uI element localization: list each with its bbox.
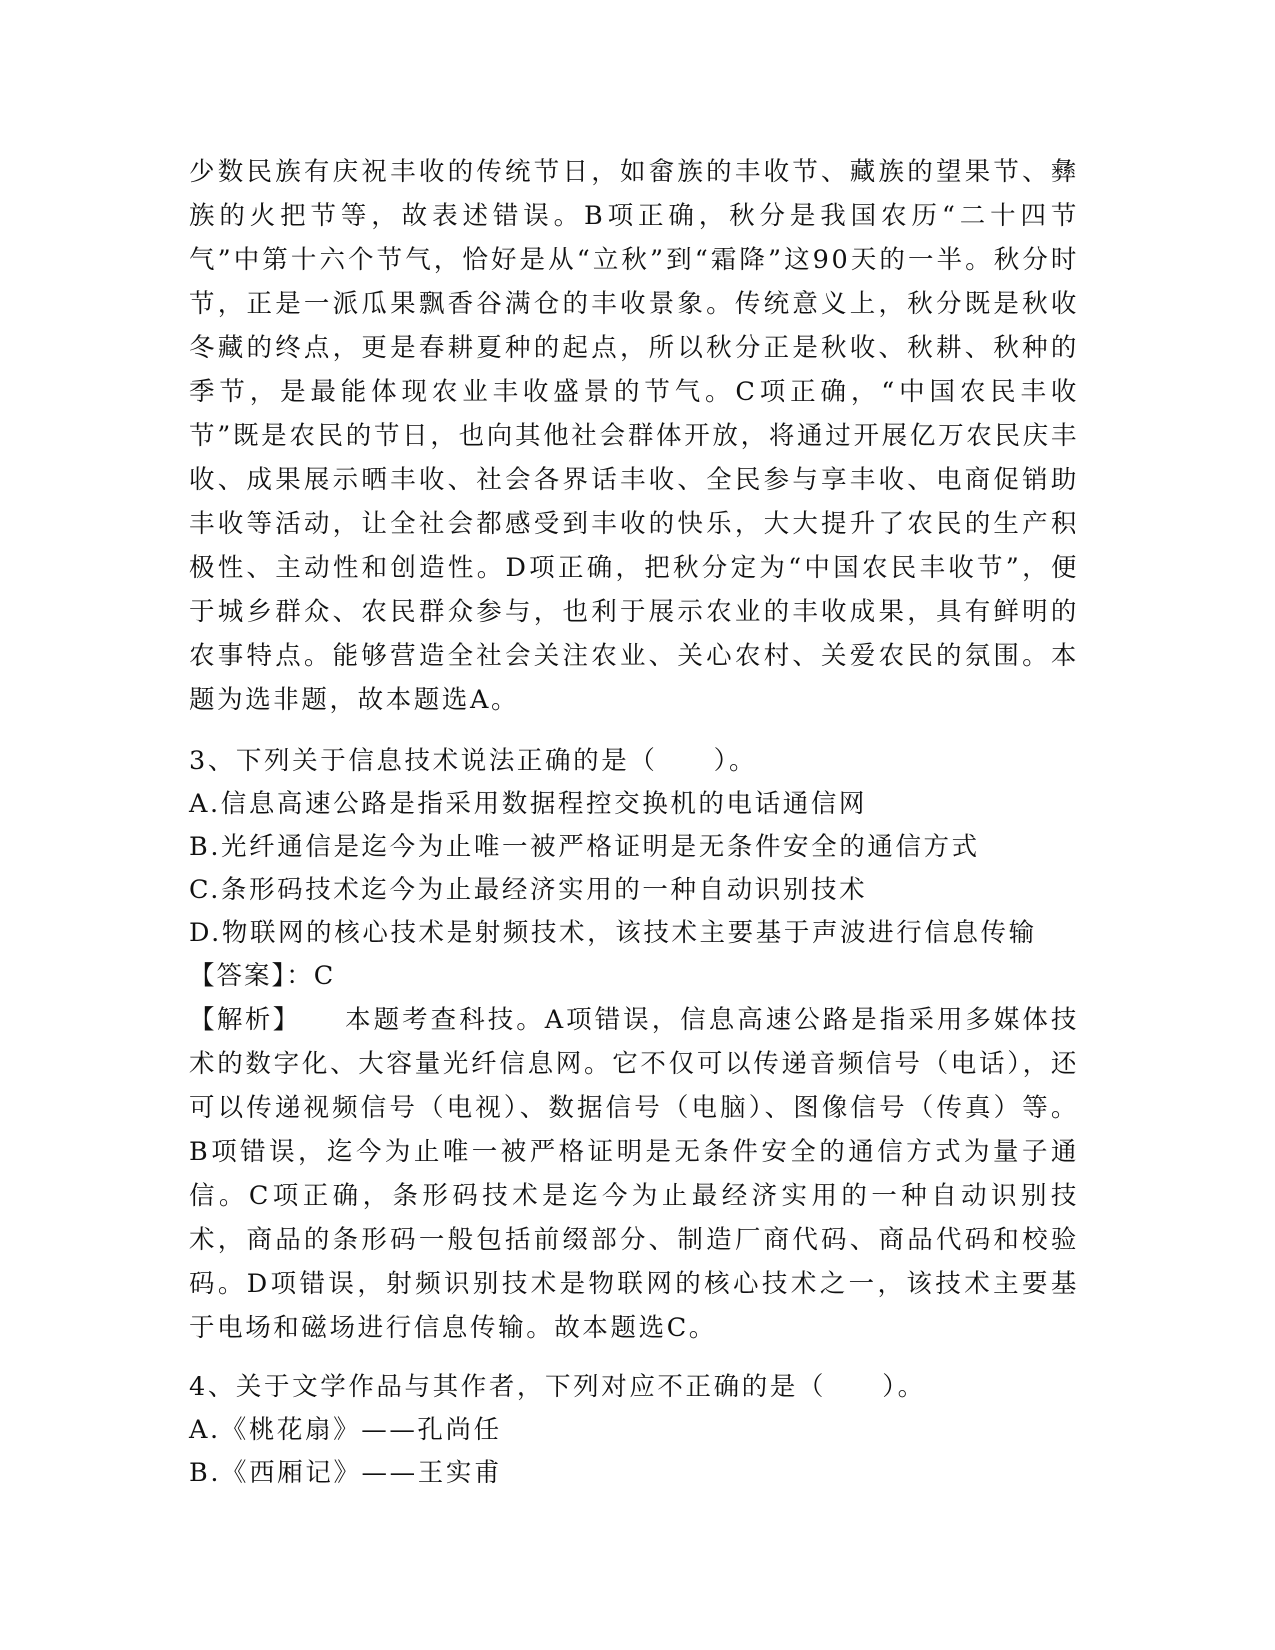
question-3-option-c: C.条形码技术迄今为止最经济实用的一种自动识别技术 — [189, 875, 868, 905]
question-4 — [189, 1366, 1079, 1495]
question-3 — [189, 740, 1079, 1350]
document-page — [189, 150, 1079, 1495]
answer-label: 【答案】： — [189, 961, 314, 991]
question-3-answer — [189, 955, 1079, 998]
question-3-analysis — [189, 998, 1079, 1350]
spacer — [189, 722, 1079, 740]
question-4-option-a: A.《桃花扇》——孔尚任 — [189, 1415, 502, 1445]
spacer — [189, 1350, 1079, 1366]
question-3-option-a: A.信息高速公路是指采用数据程控交换机的电话通信网 — [189, 789, 868, 819]
analysis-text: 本题考查科技。A项错误，信息高速公路是指采用多媒体技术的数字化、大容量光纤信息网。它不仅可以传递音频信号（电话），还可以传递视频信号（电视）、数据信号（电脑）、图像信号（传真）等。B项错误，迄今为止唯一被严格证明是无条件安全的通信方式为量子通信。C项正确，条形码技术是迄今为止最经济实用的一种自动识别技术，商品的条形码一般包括前缀部分、制造厂商代码、商品代码和校验码。D项错误，射频识别技术是物联网的核心技术之一，该技术主要基于电场和磁场进行信息传输。故本题选C。 — [189, 1005, 1079, 1343]
question-2-analysis-continued: 少数民族有庆祝丰收的传统节日，如畲族的丰收节、藏族的望果节、彝族的火把节等，故表述错误。B项正确，秋分是我国农历“二十四节气”中第十六个节气，恰好是从“立秋”到“霜降”这90天的一半。秋分时节，正是一派瓜果飘香谷满仓的丰收景象。传统意义上，秋分既是秋收冬藏的终点，更是春耕夏种的起点，所以秋分正是秋收、秋耕、秋种的季节，是最能体现农业丰收盛景的节气。C项正确，“中国农民丰收节”既是农民的节日，也向其他社会群体开放，将通过开展亿万农民庆丰收、成果展示晒丰收、社会各界话丰收、全民参与享丰收、电商促销助丰收等活动，让全社会都感受到丰收的快乐，大大提升了农民的生产积极性、主动性和创造性。D项正确，把秋分定为“中国农民丰收节”，便于城乡群众、农民群众参与，也利于展示农业的丰收成果，具有鲜明的农事特点。能够营造全社会关注农业、关心农村、关爱农民的氛围。本题为选非题，故本题选A。 — [189, 157, 1079, 715]
question-3-option-d: D.物联网的核心技术是射频技术，该技术主要基于声波进行信息传输 — [189, 918, 1037, 948]
analysis-label: 【解析】 — [189, 1005, 301, 1035]
question-3-stem: 3、下列关于信息技术说法正确的是（ ）。 — [189, 746, 758, 776]
answer-value: C — [313, 961, 336, 991]
question-4-option-b: B.《西厢记》——王实甫 — [189, 1458, 503, 1488]
question-4-stem: 4、关于文学作品与其作者，下列对应不正确的是（ ）。 — [189, 1372, 926, 1402]
question-3-option-b: B.光纤通信是迄今为止唯一被严格证明是无条件安全的通信方式 — [189, 832, 980, 862]
